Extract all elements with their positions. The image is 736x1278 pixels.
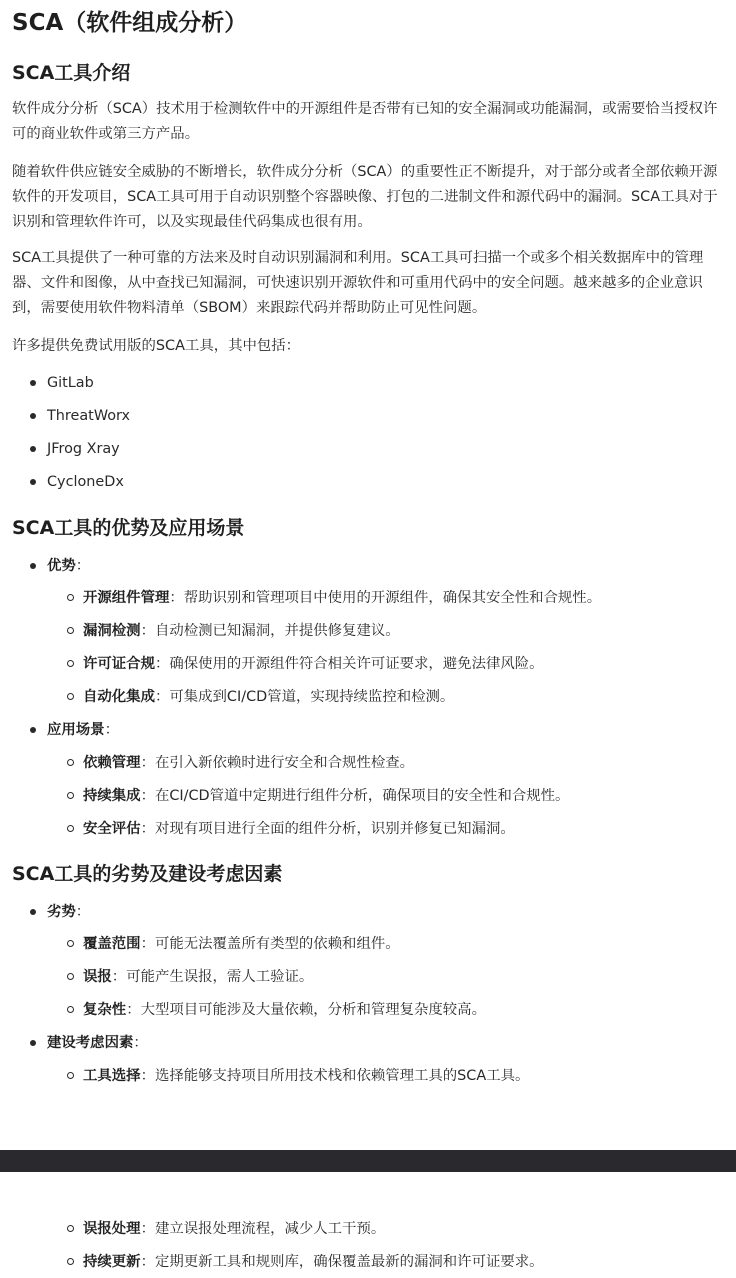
consideration-item: 工具选择：选择能够支持项目所用技术栈和依赖管理工具的SCA工具。	[83, 1065, 529, 1087]
scenario-item: 安全评估：对现有项目进行全面的组件分析，识别并修复已知漏洞。	[83, 818, 515, 840]
intro-paragraph: 随着软件供应链安全威胁的不断增长，软件成分分析（SCA）的重要性正不断提升，对于部分或者全部依赖开源软件的开发项目，SCA工具可用于自动识别整个容器映像、打包的二进制文件和源代码中的漏洞。SCA工具对于识别和管理软件许可，以及实现最佳代码集成也很有用。	[12, 164, 718, 230]
section-heading-intro: SCA工具介绍	[12, 62, 131, 84]
intro-paragraph: 软件成分分析（SCA）技术用于检测软件中的开源组件是否带有已知的安全漏洞或功能漏洞，或需要恰当授权许可的商业软件或第三方产品。	[12, 101, 718, 142]
advantage-item: 自动化集成：可集成到CI/CD管道，实现持续监控和检测。	[83, 686, 454, 708]
tool-list-item: GitLab	[47, 372, 94, 394]
group-item-advantages: 优势：	[47, 555, 90, 577]
tool-list-item: ThreatWorx	[47, 405, 130, 427]
section-heading-disadvantages: SCA工具的劣势及建设考虑因素	[12, 863, 283, 885]
disadvantage-item: 覆盖范围：可能无法覆盖所有类型的依赖和组件。	[83, 933, 400, 955]
section-heading-advantages: SCA工具的优势及应用场景	[12, 517, 245, 539]
group-item-disadvantages: 劣势：	[47, 901, 90, 923]
page-title: SCA（软件组成分析）	[12, 10, 248, 36]
advantage-item: 许可证合规：确保使用的开源组件符合相关许可证要求，避免法律风险。	[83, 653, 544, 675]
disadvantage-item: 复杂性：大型项目可能涉及大量依赖，分析和管理复杂度较高。	[83, 999, 486, 1021]
scenario-item: 依赖管理：在引入新依赖时进行安全和合规性检查。	[83, 752, 414, 774]
tool-list-item: JFrog Xray	[47, 438, 120, 460]
scenario-item: 持续集成：在CI/CD管道中定期进行组件分析，确保项目的安全性和合规性。	[83, 785, 569, 807]
group-item-scenarios: 应用场景：	[47, 719, 119, 741]
intro-paragraph: SCA工具提供了一种可靠的方法来及时自动识别漏洞和利用。SCA工具可扫描一个或多个相关数据库中的管理器、文件和图像，从中查找已知漏洞，可快速识别开源软件和可重用代码中的安全问题。越来越多的企业意识到，需要使用软件物料清单（SBOM）来跟踪代码并帮助防止可见性问题。	[12, 250, 704, 316]
consideration-item: 误报处理：建立误报处理流程，减少人工干预。	[83, 1218, 385, 1240]
advantage-item: 开源组件管理：帮助识别和管理项目中使用的开源组件，确保其安全性和合规性。	[83, 587, 601, 609]
disadvantage-item: 误报：可能产生误报，需人工验证。	[83, 966, 313, 988]
intro-paragraph: 许多提供免费试用版的SCA工具，其中包括：	[12, 338, 301, 354]
group-item-considerations: 建设考虑因素：	[47, 1032, 148, 1054]
advantage-item: 漏洞检测：自动检测已知漏洞，并提供修复建议。	[83, 620, 400, 642]
tool-list-item: CycloneDx	[47, 471, 124, 493]
screenshot-divider-bar	[0, 1150, 736, 1172]
consideration-item: 持续更新：定期更新工具和规则库，确保覆盖最新的漏洞和许可证要求。	[83, 1251, 544, 1273]
